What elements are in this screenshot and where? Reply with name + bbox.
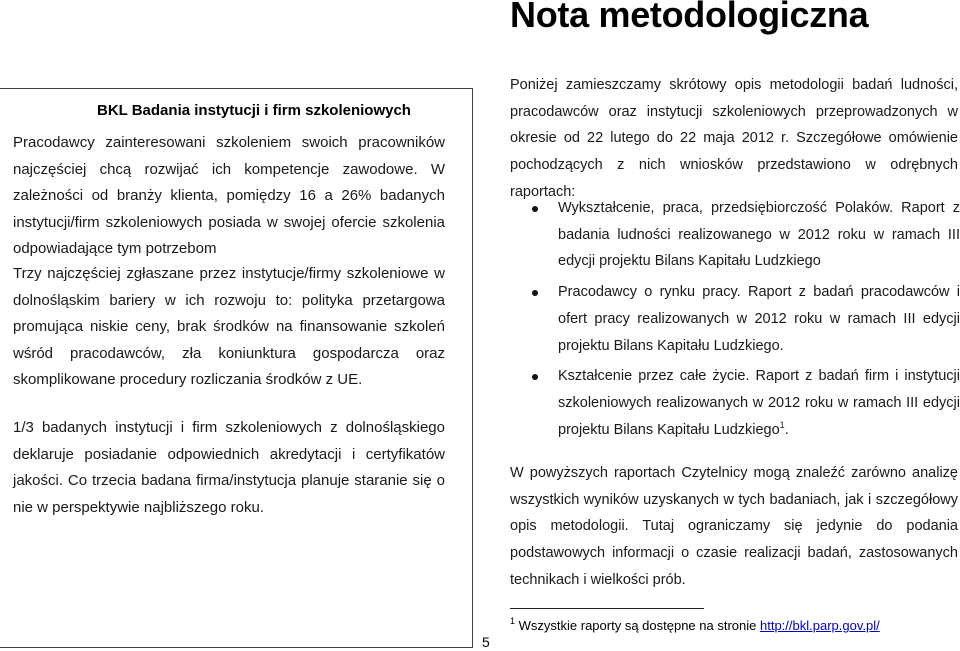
list-item	[510, 195, 960, 275]
list-item-text: Kształcenie przez całe życie. Raport z badań firm i instytucji szkoleniowych realizowanych w 2012 roku w ramach III edycji projektu Bilans Kapitału Ludzkiego	[558, 368, 960, 438]
bullet-icon	[532, 206, 538, 212]
bullet-icon	[532, 290, 538, 296]
list-item	[510, 279, 960, 359]
box-paragraph-1: Pracodawcy zainteresowani szkoleniem swoich pracowników najczęściej chcą rozwijać ich kompetencje zawodowe. W zależności od branży klienta, pomiędzy 16 a 26% badanych instytucji/firm szkoleniowych posiada w swojej ofercie szkolenia odpowiadające tym potrzebom	[13, 134, 445, 258]
footnote-reference[interactable]: 1	[779, 419, 785, 430]
box-heading: BKL Badania instytucji i firm szkoleniowych	[97, 102, 411, 119]
footnote-separator	[510, 608, 704, 609]
list-item-text: Wykształcenie, praca, przedsiębiorczość Polaków. Raport z badania ludności realizowanego w 2012 roku w ramach III edycji projektu Bilans Kapitału Ludzkiego	[558, 200, 960, 270]
list-item	[510, 363, 960, 443]
report-list	[510, 195, 960, 447]
box-right-border	[472, 88, 473, 648]
box-bottom-border	[0, 647, 473, 648]
page-number: 5	[482, 634, 490, 650]
page-title: Nota metodologiczna	[510, 0, 869, 35]
box-paragraph-2: Trzy najczęściej zgłaszane przez instytucje/firmy szkoleniowe w dolnośląskim bariery w ich rozwoju to: polityka przetargowa promująca niskie ceny, brak środków na finansowanie szkoleń wśród pracodawców, zła koniunktura gospodarcza oraz skomplikowane procedury rozliczania środków z UE.	[13, 265, 445, 389]
footnote-text: Wszystkie raporty są dostępne na stronie	[518, 618, 757, 633]
box-top-border	[0, 88, 473, 89]
summary-box	[0, 88, 473, 648]
closing-paragraph: W powyższych raportach Czytelnicy mogą znaleźć zarówno analizę wszystkich wyników uzyskanych w tych badaniach, jak i szczegółowy opis metodologii. Tutaj ograniczamy się jedynie do podania podstawowych informacji o czasie realizacji badań, zastosowanych technikach i wielkości prób.	[510, 465, 958, 588]
list-item-text: Pracodawcy o rynku pracy. Raport z badań pracodawców i ofert pracy realizowanych w 2012 roku w ramach III edycji projektu Bilans Kapitału Ludzkiego.	[558, 284, 960, 354]
list-item-tail: .	[784, 421, 789, 438]
intro-paragraph: Poniżej zamieszczamy skrótowy opis metodologii badań ludności, pracodawców oraz instytucji szkoleniowych przeprowadzonych w okresie od 22 lutego do 22 maja 2012 r. Szczegółowe omówienie pochodzących z nich wniosków przedstawiono w odrębnych raportach:	[510, 77, 958, 200]
bullet-icon	[532, 374, 538, 380]
box-paragraph-3: 1/3 badanych instytucji i firm szkoleniowych z dolnośląskiego deklaruje posiadanie odpowiednich akredytacji i certyfikatów jakości. Co trzecia badana firma/instytucja planuje staranie się o nie w perspektywie najbliższego roku.	[13, 419, 445, 516]
footnote-marker: 1	[510, 616, 516, 626]
footnote	[510, 618, 880, 633]
footnote-link[interactable]: http://bkl.parp.gov.pl/	[760, 618, 880, 633]
